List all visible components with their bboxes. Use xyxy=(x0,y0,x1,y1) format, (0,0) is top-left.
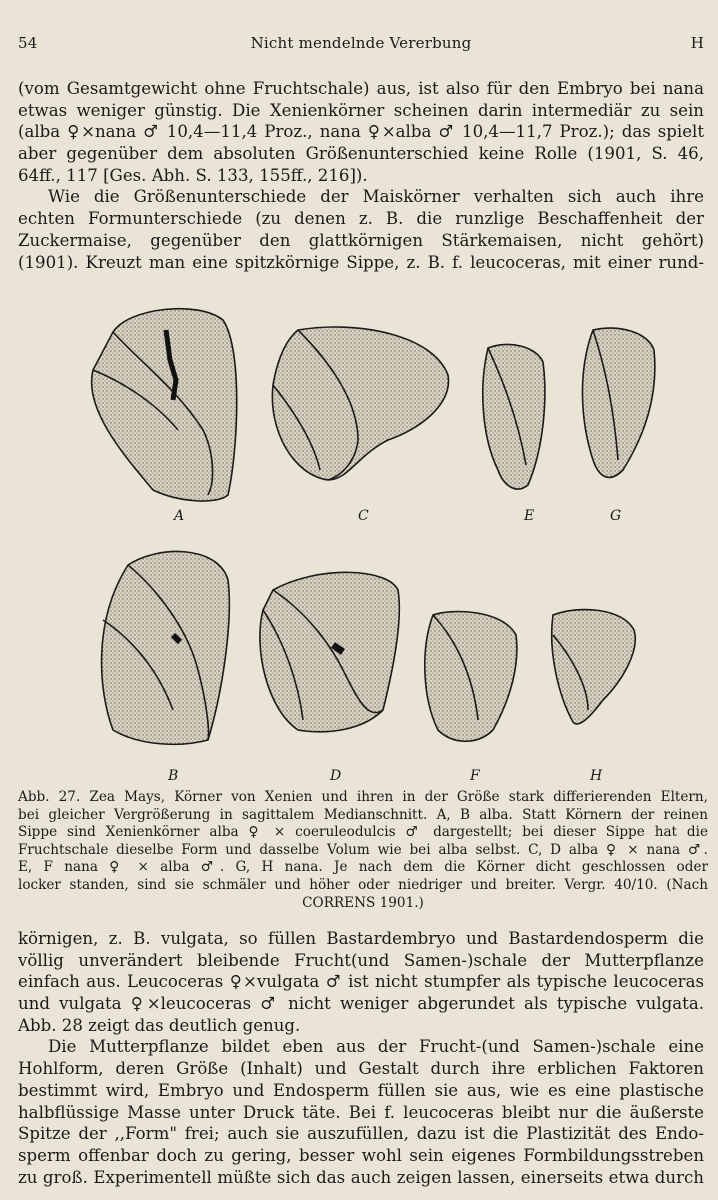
text-line: Spitze der ,,Form" frei; auch sie auszufüllen, dazu ist die Plastizität des Endo- xyxy=(18,1124,704,1144)
kernel-g-drawing xyxy=(582,328,654,477)
text-line: 64ff., 117 [Ges. Abh. S. 133, 155ff., 216]). xyxy=(18,165,368,185)
kernel-a-drawing xyxy=(92,309,237,501)
kernel-b-drawing xyxy=(102,551,230,744)
kernel-d-drawing xyxy=(260,572,399,731)
text-line: etwas weniger günstig. Die Xenienkörner scheinen darin intermediär zu sein xyxy=(18,100,704,120)
figure-label-c: C xyxy=(358,508,369,524)
figure-caption xyxy=(18,789,708,912)
text-line: und vulgata ♀×leucoceras ♂ nicht weniger abgerundet als typische vulgata. xyxy=(18,994,704,1014)
caption-line: CORRENS 1901.) xyxy=(302,894,424,911)
caption-line: E, F nana ♀ × alba ♂. G, H nana. Je nach dem die Körner dicht geschlossen oder xyxy=(18,859,708,876)
running-title: Nicht mendelnde Vererbung xyxy=(250,34,472,52)
figure-label-d: D xyxy=(330,768,342,784)
text-line: echten Formunterschiede (zu denen z. B. die runzlige Beschaffenheit der xyxy=(18,209,704,229)
text-line: körnigen, z. B. vulgata, so füllen Bastardembryo und Bastardendosperm die xyxy=(18,929,704,948)
caption-line: Fruchtschale dieselbe Form und dasselbe Volum wie bei alba selbst. C, D alba ♀ × nana ♂. xyxy=(18,841,708,858)
figure-label-a: A xyxy=(174,508,185,524)
kernel-c-drawing xyxy=(272,327,448,480)
caption-line: bei gleicher Vergrößerung in sagittalem Medianschnitt. A, B alba. Statt Körnern der reinen xyxy=(18,806,708,823)
text-line: Hohlform, deren Größe (Inhalt) und Gestalt durch ihre erblichen Faktoren xyxy=(18,1059,704,1079)
kernel-f-drawing xyxy=(425,612,517,742)
running-header xyxy=(18,34,704,58)
section-letter: H xyxy=(690,34,704,52)
caption-line: locker standen, sind sie schmäler und höher oder niedriger und breiter. Vergr. 40/10. (Nach xyxy=(18,876,708,893)
text-line: halbflüssige Masse unter Druck täte. Bei f. leucoceras bleibt nur die äußerste xyxy=(18,1102,704,1122)
text-line: sperm offenbar doch zu gering, besser wohl sein eigenes Formbildungsstreben xyxy=(18,1145,704,1165)
text-line: (1901). Kreuzt man eine spitzkörnige Sippe, z. B. f. leucoceras, mit einer rund- xyxy=(18,252,704,272)
text-line: Die Mutterpflanze bildet eben aus der Frucht-(und Samen-)schale eine xyxy=(48,1037,704,1057)
page-number: 54 xyxy=(18,34,38,52)
paragraph-top xyxy=(18,78,704,273)
caption-line: Abb. 27. Zea Mays, Körner von Xenien und ihren in der Größe stark differierenden Eltern, xyxy=(18,789,708,805)
text-line: (vom Gesamtgewicht ohne Fruchtschale) aus, ist also für den Embryo bei nana xyxy=(18,79,704,98)
text-line: einfach aus. Leucoceras ♀×vulgata ♂ ist nicht stumpfer als typische leucoceras xyxy=(18,972,704,992)
text-line: Wie die Größenunterschiede der Maiskörner verhalten sich auch ihre xyxy=(48,187,704,207)
text-line: aber gegenüber dem absoluten Größenunterschied keine Rolle (1901, S. 46, xyxy=(18,144,704,164)
figure-label-e: E xyxy=(524,508,535,524)
figure-maize-kernels xyxy=(58,290,698,785)
text-line: bestimmt wird, Embryo und Endosperm füllen sie aus, wie es eine plastische xyxy=(18,1080,704,1100)
paragraph-bottom xyxy=(18,928,704,1188)
text-line: (alba ♀×nana ♂ 10,4—11,4 Proz., nana ♀×alba ♂ 10,4—11,7 Proz.); das spielt xyxy=(18,122,704,142)
text-line: Zuckermaise, gegenüber den glattkörnigen Stärkemaisen, nicht gehört) xyxy=(18,230,704,250)
book-page xyxy=(18,0,708,1200)
text-line: Abb. 28 zeigt das deutlich genug. xyxy=(18,1015,301,1035)
text-line: zu groß. Experimentell müßte sich das auch zeigen lassen, einerseits etwa durch xyxy=(18,1167,704,1187)
kernel-e-drawing xyxy=(483,344,545,489)
figure-label-f: F xyxy=(470,768,480,784)
figure-label-h: H xyxy=(590,768,603,784)
figure-label-g: G xyxy=(610,508,622,524)
caption-line: Sippe sind Xenienkörner alba ♀ × coeruleodulcis ♂ dargestellt; bei dieser Sippe hat die xyxy=(18,824,708,841)
figure-label-b: B xyxy=(168,768,179,784)
kernel-h-drawing xyxy=(552,610,636,724)
text-line: völlig unverändert bleibende Frucht(und Samen-)schale der Mutterpflanze xyxy=(18,950,704,970)
